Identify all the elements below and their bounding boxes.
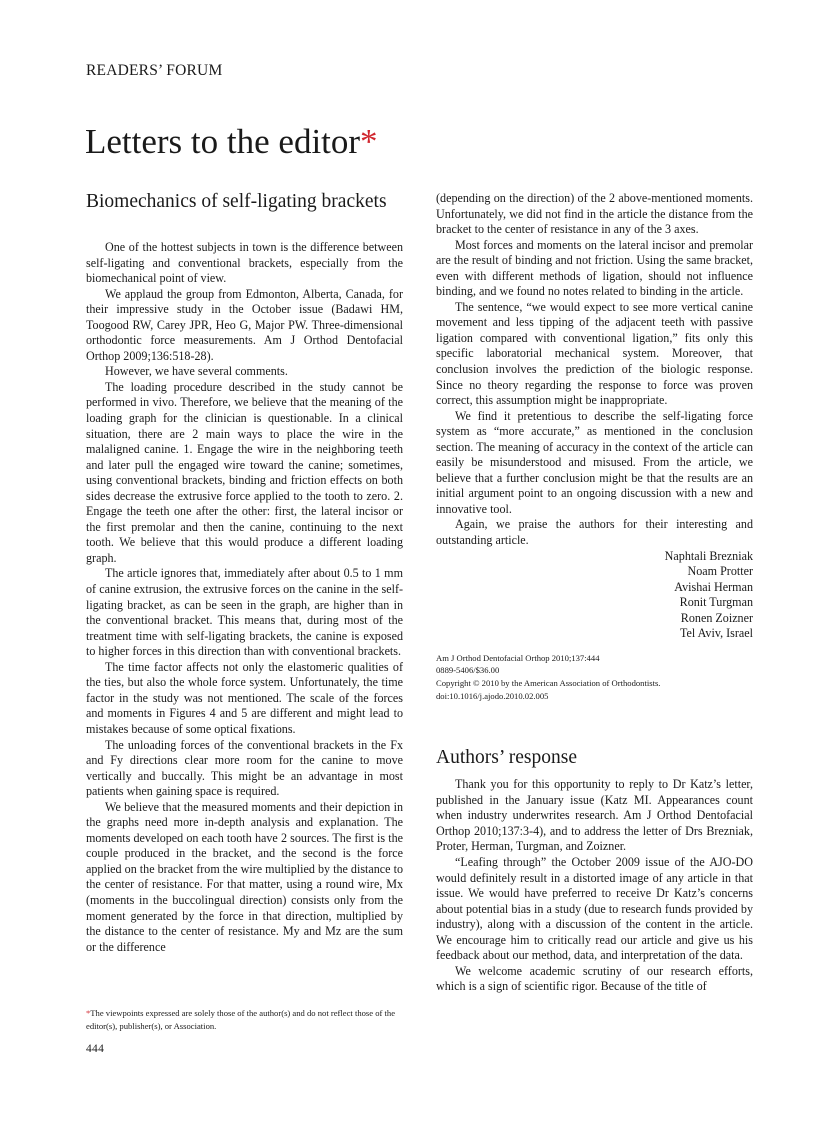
letter-paragraph: However, we have several comments. (105, 364, 288, 379)
letter-paragraph: Again, we praise the authors for their interesting and outstanding article. (436, 517, 753, 548)
title-footnote-marker: * (360, 122, 378, 161)
right-column (436, 191, 753, 995)
citation-doi: doi:10.1016/j.ajodo.2010.02.005 (436, 690, 549, 701)
letter-paragraph: We applaud the group from Edmonton, Alberta, Canada, for their impressive study in the October issue (Badawi HM, Toogood RW, Carey JPR, Heo G, Major PW. Three-dimensional orthodontic force measurements. Am J Orthod Dentofacial Orthop 2009;136:518-28). (86, 286, 403, 363)
letter-paragraph: The time factor affects not only the elastomeric qualities of the ties, but also the whole force system. Unfortunately, the time factor in the study was not mentioned. The scale of the forces and moments in Figures 4 and 5 are different and might lead to mistakes because of some optical fixations. (86, 659, 403, 736)
section-label: READERS’ FORUM (86, 62, 223, 79)
page-number: 444 (86, 1043, 105, 1055)
footnote (86, 1007, 403, 1032)
citation-price: 0889-5406/$36.00 (436, 665, 500, 676)
letter-paragraph: One of the hottest subjects in town is the difference between self-ligating and conventional brackets, especially from the biomechanical point of view. (86, 240, 403, 286)
page-title-text: Letters to the editor (85, 122, 361, 161)
letter-heading: Biomechanics of self-ligating brackets (86, 191, 387, 212)
letter-paragraph: We find it pretentious to describe the self-ligating force system as “more accurate,” as mentioned in the conclusion section. The meaning of accuracy in the context of the article can easily be misunderstood and misused. From the article, we believe that a further conclusion might be that the results are an initial argument point to an ongoing discussion with a new and innovative tool. (436, 408, 753, 516)
citation-copyright: Copyright © 2010 by the American Association of Orthodontists. (436, 678, 661, 689)
response-heading: Authors’ response (436, 747, 577, 769)
page-title (85, 120, 378, 164)
response-paragraph: We welcome academic scrutiny of our research efforts, which is a sign of scientific rigor. Because of the title of (436, 963, 753, 994)
letter-paragraph: The sentence, “we would expect to see more vertical canine movement and less tipping of the adjacent teeth with passive ligation compared with conventional ligation,” fits only this specific laboratorial mechanical system. Moreover, that conclusion involves the prediction of the biologic response. Since no theory regarding the response to force was proven correct, this assumption might be inappropriate. (436, 299, 753, 408)
citation-block (436, 652, 753, 702)
letter-paragraph: Most forces and moments on the lateral incisor and premolar are the result of binding and not friction. Using the same bracket, even with different methods of ligation, should not influence binding, and we found no notes related to binding in the article. (436, 237, 753, 299)
signatory: Ronen Zoizner (680, 610, 753, 625)
left-column (86, 190, 403, 955)
response-paragraph: Thank you for this opportunity to reply to Dr Katz’s letter, published in the January issue (Katz MI. Appearances count when industry underwrites research. Am J Orthod Dentofacial Orthop 2010;137:3-4), and to address the letter of Drs Brezniak, Proter, Herman, Turgman, and Zoizner. (436, 777, 753, 854)
signatory: Naphtali Brezniak (664, 548, 753, 563)
footnote-marker: * (86, 1008, 91, 1018)
signatory: Ronit Turgman (679, 595, 753, 610)
letter-continuation: (depending on the direction) of the 2 above-mentioned moments. Unfortunately, we did not find in the article the distance from the bracket to the center of resistance in any of the 3 axes. (436, 191, 753, 237)
footnote-text: The viewpoints expressed are solely those of the author(s) and do not reflect those of the editor(s), publisher(s), or Association. (86, 1008, 396, 1031)
signatory-location: Tel Aviv, Israel (679, 626, 753, 641)
letter-paragraph: The unloading forces of the conventional brackets in the Fx and Fy directions clear more room for the canine to move vertically and buccally. This might be an advantage in most patients when gaining space is required. (86, 737, 403, 799)
response-paragraph: “Leafing through” the October 2009 issue of the AJO-DO would definitely result in a distorted image of any article in that issue. We would have preferred to receive Dr Katz’s concerns about potential bias in a study (due to research funds provided by industry), along with a discussion of the content in the article. We encourage him to critically read our article and give us his feedback about our method, data, and interpretation of the data. (436, 854, 753, 963)
signatory: Avishai Herman (674, 579, 753, 594)
letter-paragraph: The article ignores that, immediately after about 0.5 to 1 mm of canine extrusion, the extrusive forces on the canine in the self-ligating bracket, as can be seen in the graph, are higher than in the conventional bracket. This means that, during most of the treatment time with self-ligating brackets, the canine is exposed to higher forces in this direction than with conventional brackets. (86, 566, 403, 659)
letter-paragraph: We believe that the measured moments and their depiction in the graphs need more in-depth analysis and explanation. The moments developed on each tooth have 2 sources. The first is the couple produced in the bracket, and the second is the force applied on the bracket from the wire multiplied by the distance to the center of resistance. For that matter, using a round wire, Mx (moments in the buccolingual direction) consists only from the moment generated by the force in that direction, multiplied by the distance to the center of resistance. My and Mz are the sum or the difference (86, 799, 403, 954)
citation-journal: Am J Orthod Dentofacial Orthop 2010;137:444 (436, 652, 600, 663)
letter-paragraph: The loading procedure described in the study cannot be performed in vivo. Therefore, we believe that the meaning of the loading graph for the clinician is questionable. In a clinical situation, there are 2 main ways to place the wire in the malaligned canine. 1. Engage the wire in the neighboring teeth and later pull the engaged wire toward the canine; sometimes, using conventional brackets, binding and friction effects on both sides decrease the extrusive force applied to the tooth to zero. 2. Engage the teeth one after the other: first, the lateral incisor or the first premolar and then the canine, continuing to the next tooth. We believe that this would produce a different loading graph. (86, 379, 403, 565)
signatory: Noam Protter (687, 564, 753, 579)
signature-block (436, 549, 753, 642)
